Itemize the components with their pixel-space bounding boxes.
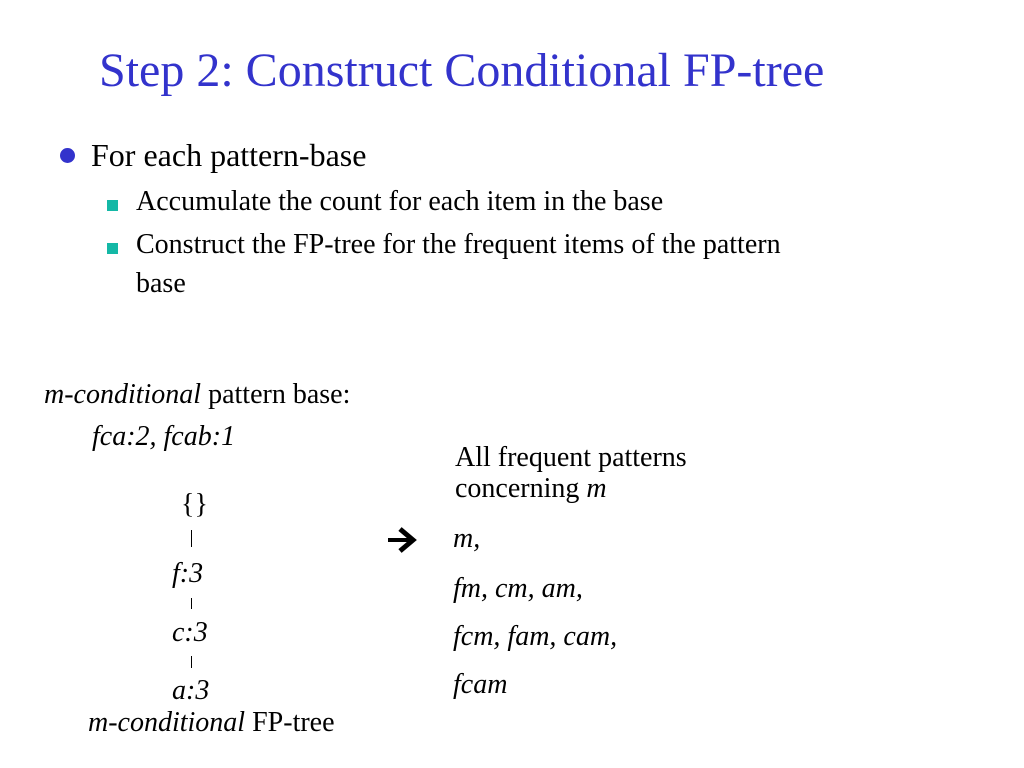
- tree-edge: [191, 598, 192, 609]
- pattern-base-label-italic: m-conditional: [44, 379, 202, 410]
- slide-title: Step 2: Construct Conditional FP-tree: [99, 44, 825, 97]
- tree-edge: [191, 530, 192, 547]
- tree-caption-rest: FP-tree: [245, 707, 335, 738]
- pattern-row: fm, cm, am,: [453, 573, 583, 604]
- patterns-heading-line2: [455, 475, 607, 503]
- pattern-base-label: [44, 378, 350, 412]
- tree-caption-italic: m-conditional: [88, 707, 246, 738]
- pattern-row: fcm, fam, cam,: [453, 621, 618, 652]
- bullet-icon: [60, 148, 75, 163]
- sub-bullet-icon: [107, 200, 118, 211]
- sub-bullet-construct-line2: base: [136, 268, 186, 299]
- pattern-base-value: fca:2, fcab:1: [92, 421, 236, 452]
- pattern-row: fcam: [453, 669, 508, 700]
- tree-edge: [191, 656, 192, 668]
- sub-bullet-accumulate: Accumulate the count for each item in the base: [136, 186, 664, 217]
- sub-bullet-icon: [107, 243, 118, 254]
- pattern-row: m,: [453, 523, 481, 554]
- tree-node-f: f:3: [172, 558, 204, 589]
- tree-root: {}: [181, 489, 208, 520]
- tree-caption: [88, 706, 335, 740]
- tree-node-c: c:3: [172, 617, 208, 648]
- bullet-text: For each pattern-base: [91, 137, 367, 173]
- sub-bullet-construct-line1: Construct the FP-tree for the frequent items of the pattern: [136, 229, 781, 260]
- right-arrow-icon: [386, 525, 418, 555]
- patterns-heading-prefix: concerning: [455, 473, 587, 504]
- tree-node-a: a:3: [172, 675, 210, 706]
- patterns-heading-italic: m: [586, 473, 607, 504]
- patterns-heading-line1: All frequent patterns: [455, 442, 687, 473]
- pattern-base-label-rest: pattern base:: [201, 379, 351, 410]
